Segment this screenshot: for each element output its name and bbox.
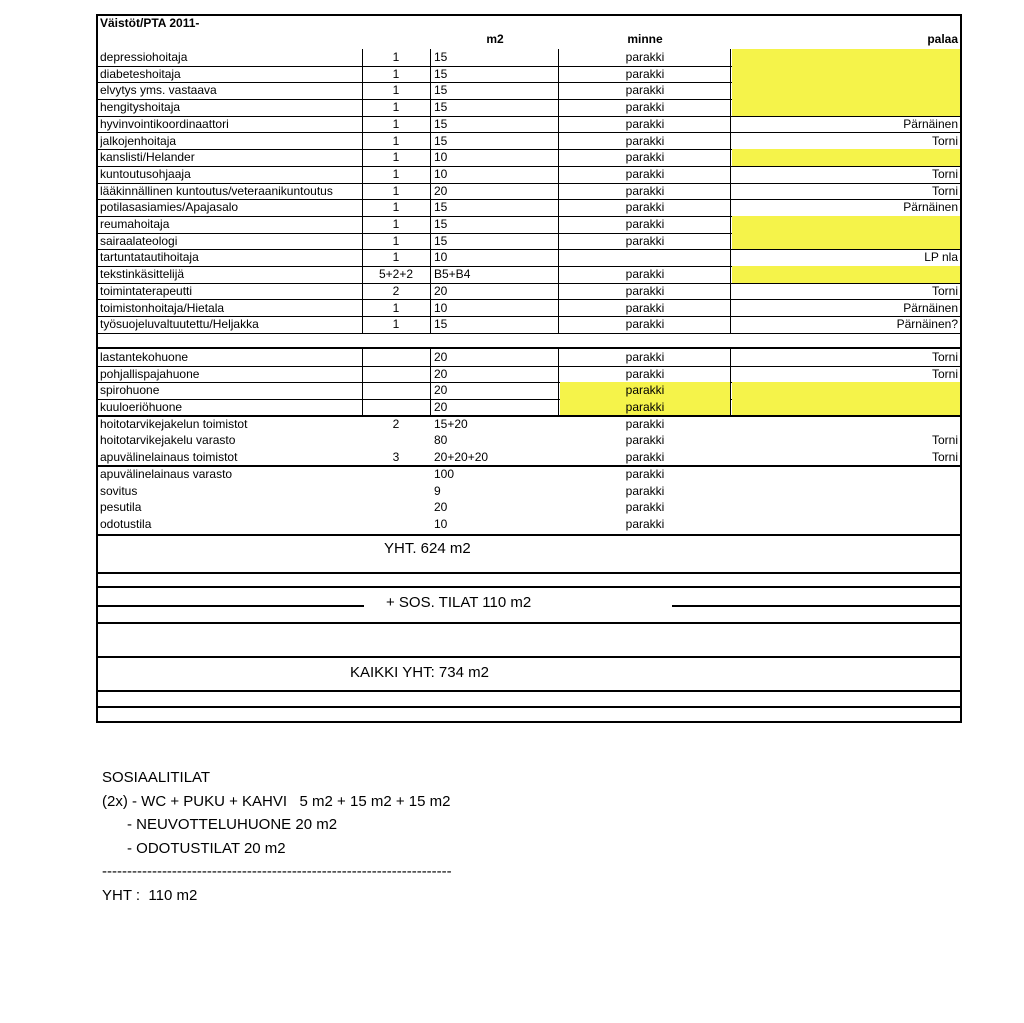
column-divider [558, 249, 559, 266]
row-count: 1 [392, 150, 400, 165]
column-divider [362, 216, 363, 233]
row-name: elvytys yms. vastaava [100, 83, 217, 98]
column-divider [558, 82, 559, 99]
row-minne [560, 249, 730, 266]
row-count: 1 [392, 300, 400, 315]
column-divider [730, 300, 731, 317]
row-palaa [732, 483, 960, 500]
table-row [98, 116, 960, 134]
column-divider [558, 183, 559, 200]
column-divider [362, 99, 363, 116]
row-minne: parakki [625, 466, 665, 481]
notes-heading: SOSIAALITILAT [102, 769, 211, 786]
row-m2: 10 [434, 166, 448, 181]
row-count [362, 516, 430, 533]
row-count: 5+2+2 [378, 267, 414, 282]
row-name: apuvälinelainaus varasto [100, 466, 233, 481]
row-count: 1 [392, 166, 400, 181]
column-divider [430, 149, 431, 166]
column-divider [730, 183, 731, 200]
table-row [98, 449, 960, 466]
row-name: hengityshoitaja [100, 100, 181, 115]
row-m2: 15 [434, 66, 448, 81]
row-minne: parakki [625, 200, 665, 215]
column-divider [730, 266, 731, 283]
notes-line: (2x) - WC + PUKU + KAHVI 5 m2 + 15 m2 + 15 m2 [102, 792, 451, 810]
row-minne: parakki [625, 300, 665, 315]
column-divider [730, 382, 731, 399]
column-divider [730, 66, 731, 83]
row-minne: parakki [625, 349, 665, 364]
row-palaa: Torni [931, 183, 958, 198]
table-row [98, 149, 960, 167]
row-m2: 100 [434, 466, 455, 481]
column-divider [430, 233, 431, 250]
row-m2: 20 [434, 366, 448, 381]
row-minne: parakki [560, 399, 730, 416]
table-row [98, 199, 960, 217]
row-name: kuntoutusohjaaja [100, 166, 191, 181]
column-divider [430, 133, 431, 150]
column-divider [430, 116, 431, 133]
row-m2: 15 [434, 116, 448, 131]
table-row [98, 166, 960, 184]
row-count [362, 499, 430, 516]
column-divider [558, 166, 559, 183]
column-divider [430, 300, 431, 317]
column-divider [362, 233, 363, 250]
row-count: 1 [392, 233, 400, 248]
row-minne: parakki [625, 500, 665, 515]
column-divider [430, 283, 431, 300]
column-divider [730, 116, 731, 133]
row-m2: 20 [434, 349, 448, 364]
column-divider [730, 399, 731, 416]
column-divider [730, 49, 731, 66]
row-minne: parakki [625, 83, 665, 98]
column-divider [730, 166, 731, 183]
column-divider [430, 183, 431, 200]
column-divider [362, 133, 363, 150]
column-divider [730, 82, 731, 99]
table-row [98, 49, 960, 67]
row-name: reumahoitaja [100, 217, 170, 231]
row-count: 1 [392, 100, 400, 115]
column-divider [730, 133, 731, 150]
column-divider [730, 249, 731, 266]
column-divider [362, 116, 363, 133]
table-row [98, 416, 960, 433]
row-minne: parakki [625, 267, 665, 282]
row-count: 1 [392, 217, 400, 231]
column-divider [362, 283, 363, 300]
row-name: hoitotarvikejakelun toimistot [100, 416, 248, 431]
row-count: 1 [392, 50, 400, 64]
row-m2: 20 [434, 500, 448, 515]
row-m2: 9 [434, 483, 441, 498]
row-palaa [732, 149, 960, 166]
divider [98, 605, 364, 607]
row-palaa [732, 499, 960, 516]
row-count: 1 [392, 133, 400, 148]
row-palaa [732, 466, 960, 483]
table-row [98, 516, 960, 533]
row-name: pesutila [100, 500, 142, 515]
column-divider [430, 249, 431, 266]
column-divider [730, 216, 731, 233]
row-count: 2 [392, 416, 400, 431]
row-count [362, 466, 430, 483]
column-divider [430, 316, 431, 333]
row-count [362, 483, 430, 500]
column-divider [430, 49, 431, 66]
column-header-minne: minne [627, 32, 663, 46]
column-divider [430, 382, 431, 399]
table-row [98, 82, 960, 100]
row-m2: 15+20 [434, 416, 468, 431]
row-minne: parakki [625, 66, 665, 81]
column-divider [362, 366, 363, 383]
row-palaa [732, 82, 960, 99]
row-palaa [732, 216, 960, 233]
row-name: tartuntatautihoitaja [100, 250, 199, 265]
table-row [98, 432, 960, 449]
column-divider [558, 300, 559, 317]
table-row [98, 183, 960, 201]
divider [672, 605, 960, 607]
row-m2: 10 [434, 516, 448, 531]
row-count: 3 [392, 450, 400, 465]
row-minne: parakki [625, 483, 665, 498]
row-minne: parakki [625, 133, 665, 148]
table-row [98, 66, 960, 84]
column-divider [362, 183, 363, 200]
row-palaa: Torni [931, 450, 958, 465]
row-count: 1 [392, 66, 400, 81]
column-divider [362, 66, 363, 83]
divider [98, 572, 960, 574]
row-m2: 15 [434, 133, 448, 148]
row-palaa [732, 516, 960, 533]
table-row [98, 366, 960, 384]
row-name: toimistonhoitaja/Hietala [100, 300, 225, 315]
row-minne: parakki [625, 416, 665, 431]
row-m2: 10 [434, 250, 448, 265]
row-name: diabeteshoitaja [100, 66, 181, 81]
row-palaa: LP nla [924, 250, 958, 265]
column-divider [430, 199, 431, 216]
row-name: jalkojenhoitaja [100, 133, 177, 148]
column-divider [558, 49, 559, 66]
column-divider [430, 349, 431, 366]
column-divider [430, 82, 431, 99]
column-divider [730, 233, 731, 250]
column-divider [558, 149, 559, 166]
divider [98, 622, 960, 624]
row-minne: parakki [625, 116, 665, 131]
column-divider [362, 266, 363, 283]
column-divider [362, 199, 363, 216]
row-minne: parakki [625, 450, 665, 465]
row-m2: 10 [434, 300, 448, 315]
table-row [98, 483, 960, 500]
row-name: työsuojeluvaltuutettu/Heljakka [100, 317, 259, 332]
table-row [98, 216, 960, 234]
row-m2: 20 [434, 383, 448, 398]
row-m2: 15 [434, 217, 448, 231]
column-divider [558, 283, 559, 300]
row-minne: parakki [625, 50, 665, 64]
row-count: 2 [392, 283, 400, 298]
row-m2: 15 [434, 317, 448, 332]
row-palaa [732, 99, 960, 116]
column-header-m2: m2 [486, 32, 504, 46]
column-divider [730, 99, 731, 116]
column-divider [362, 149, 363, 166]
row-name: lääkinnällinen kuntoutus/veteraanikuntoutus [100, 183, 333, 198]
column-divider [558, 399, 559, 416]
row-m2: 15 [434, 233, 448, 248]
column-divider [558, 366, 559, 383]
row-m2: 10 [434, 150, 448, 165]
row-minne: parakki [625, 433, 665, 448]
row-m2: 15 [434, 100, 448, 115]
row-minne: parakki [560, 382, 730, 399]
column-divider [430, 366, 431, 383]
row-name: sairaalateologi [100, 233, 178, 248]
row-count [362, 366, 430, 383]
row-name: lastantekohuone [100, 349, 189, 364]
row-palaa: Torni [931, 283, 958, 298]
row-count: 1 [392, 116, 400, 131]
row-minne: parakki [625, 150, 665, 165]
column-divider [362, 82, 363, 99]
table-row [98, 466, 960, 483]
column-header-palaa: palaa [927, 32, 958, 46]
row-count [362, 399, 430, 416]
column-divider [730, 316, 731, 333]
column-divider [430, 399, 431, 416]
row-palaa: Torni [931, 349, 958, 364]
row-palaa [732, 49, 960, 66]
table-row [98, 316, 960, 334]
row-palaa: Torni [931, 433, 958, 448]
table-row [98, 233, 960, 251]
column-divider [558, 133, 559, 150]
row-palaa: Torni [931, 166, 958, 181]
table-row [98, 283, 960, 301]
row-palaa: Torni [931, 133, 958, 148]
row-m2: 20 [434, 400, 448, 414]
row-name: kuuloeriöhuone [100, 400, 183, 414]
column-divider [362, 349, 363, 366]
row-m2: 15 [434, 50, 448, 64]
column-divider [730, 149, 731, 166]
table-row-blank [98, 333, 960, 348]
summary-grand-total: KAIKKI YHT: 734 m2 [350, 664, 489, 681]
column-divider [430, 166, 431, 183]
row-palaa: Pärnäinen? [896, 317, 958, 332]
row-m2: 15 [434, 83, 448, 98]
row-m2: 80 [434, 433, 448, 448]
column-divider [362, 49, 363, 66]
notes-line: - NEUVOTTELUHUONE 20 m2 [102, 816, 338, 833]
row-minne: parakki [625, 283, 665, 298]
column-divider [362, 399, 363, 416]
column-divider [362, 300, 363, 317]
row-palaa [732, 266, 960, 283]
column-divider [362, 166, 363, 183]
column-divider [558, 99, 559, 116]
row-name: sovitus [100, 483, 138, 498]
row-count: 1 [392, 200, 400, 215]
summary-total: YHT. 624 m2 [384, 540, 471, 557]
column-divider [430, 266, 431, 283]
column-divider [558, 316, 559, 333]
divider [98, 656, 960, 658]
row-palaa [732, 382, 960, 399]
row-minne: parakki [625, 366, 665, 381]
table-row [98, 133, 960, 151]
row-m2: 20+20+20 [434, 450, 489, 465]
row-palaa [732, 416, 960, 433]
row-count [362, 432, 430, 449]
row-m2: 20 [434, 183, 448, 198]
column-divider [558, 199, 559, 216]
row-name: toimintaterapeutti [100, 283, 193, 298]
column-divider [558, 266, 559, 283]
row-minne: parakki [625, 233, 665, 248]
row-palaa: Pärnäinen [903, 200, 958, 215]
row-m2: B5+B4 [434, 267, 471, 282]
column-divider [558, 216, 559, 233]
social-spaces-notes [102, 766, 452, 907]
notes-separator: ---------------------------------------------------------------------- [102, 863, 452, 880]
row-count: 1 [392, 250, 400, 265]
row-count [362, 349, 430, 366]
column-divider [430, 216, 431, 233]
column-divider [730, 349, 731, 366]
row-palaa: Pärnäinen [903, 116, 958, 131]
row-m2: 20 [434, 283, 448, 298]
divider [98, 586, 960, 588]
row-name: pohjallispajahuone [100, 366, 200, 381]
row-count [362, 382, 430, 399]
notes-line: - ODOTUSTILAT 20 m2 [102, 839, 286, 857]
column-divider [558, 382, 559, 399]
column-divider [730, 199, 731, 216]
row-minne: parakki [625, 100, 665, 115]
column-divider [558, 66, 559, 83]
column-divider [558, 349, 559, 366]
allocation-table [96, 14, 962, 723]
column-divider [558, 233, 559, 250]
column-divider [430, 66, 431, 83]
row-name: apuvälinelainaus toimistot [100, 450, 238, 465]
row-count: 1 [392, 83, 400, 98]
table-row [98, 99, 960, 117]
table-row [98, 300, 960, 318]
divider [98, 534, 960, 536]
row-name: tekstinkäsittelijä [100, 267, 185, 282]
row-palaa [732, 399, 960, 416]
row-palaa [732, 233, 960, 250]
table-row [98, 266, 960, 284]
row-minne: parakki [625, 317, 665, 332]
divider [98, 690, 960, 692]
column-divider [558, 116, 559, 133]
row-minne: parakki [625, 217, 665, 231]
table-row [98, 382, 960, 400]
row-m2: 15 [434, 200, 448, 215]
row-count: 1 [392, 317, 400, 332]
row-palaa: Pärnäinen [903, 300, 958, 315]
row-name: odotustila [100, 516, 152, 531]
table-row [98, 249, 960, 267]
table-row [98, 349, 960, 367]
row-minne: parakki [625, 516, 665, 531]
column-divider [362, 316, 363, 333]
column-divider [730, 366, 731, 383]
row-minne: parakki [625, 166, 665, 181]
row-name: hyvinvointikoordinaattori [100, 116, 229, 131]
row-palaa [732, 66, 960, 83]
notes-total: YHT : 110 m2 [102, 886, 198, 904]
row-count: 1 [392, 183, 400, 198]
column-divider [362, 382, 363, 399]
row-name: potilasasiamies/Apajasalo [100, 200, 239, 215]
row-name: kanslisti/Helander [100, 150, 195, 165]
column-divider [362, 249, 363, 266]
row-name: hoitotarvikejakelu varasto [100, 433, 236, 448]
row-minne: parakki [625, 183, 665, 198]
table-row [98, 499, 960, 516]
row-name: depressiohoitaja [100, 50, 188, 64]
row-palaa: Torni [931, 366, 958, 381]
divider [98, 706, 960, 708]
row-name: spirohuone [100, 383, 160, 398]
table-title: Väistöt/PTA 2011- [100, 16, 200, 30]
summary-social: + SOS. TILAT 110 m2 [386, 594, 532, 611]
column-divider [730, 283, 731, 300]
column-divider [430, 99, 431, 116]
